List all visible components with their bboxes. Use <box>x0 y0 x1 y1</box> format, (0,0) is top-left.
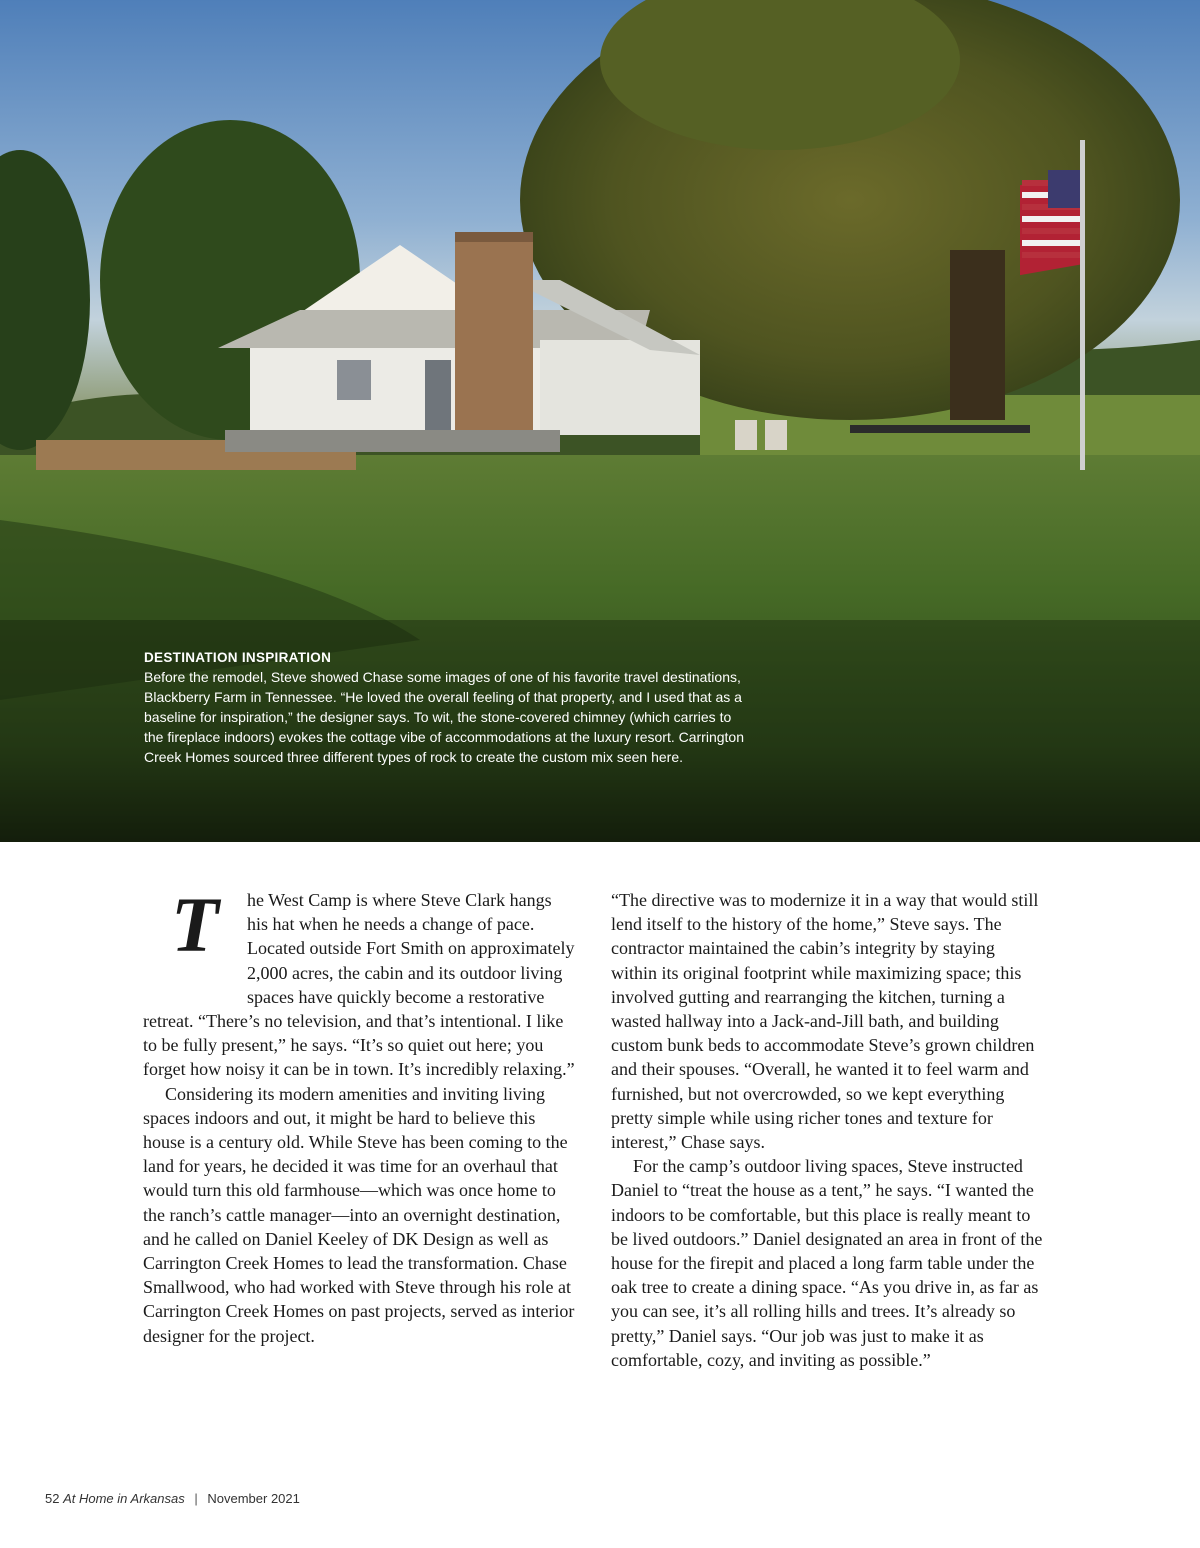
flag-pole <box>1080 140 1085 470</box>
oak-tree-trunk <box>950 250 1005 420</box>
article-paragraph: For the camp’s outdoor living spaces, Steve instructed Daniel to “treat the house as a tent,” he says. “I wanted the indoors to be comfortable, but this place is really meant to be lived outdoors.” Daniel designated an area in front of the house for the firepit and placed a long farm table under the oak tree to create a dining space. “As you drive in, as far as you can see, it’s all rolling hills and trees. It’s already so pretty,” Daniel says. “Our job was just to make it as comfortable, cozy, and inviting as possible.” <box>611 1156 1043 1370</box>
page-footer <box>45 1491 300 1506</box>
drop-cap: T <box>171 881 219 968</box>
issue-date: November 2021 <box>207 1491 300 1506</box>
article-column-right <box>611 888 1043 1372</box>
article-column-left <box>143 881 575 1348</box>
article-paragraph: “The directive was to modernize it in a way that would still lend itself to the history of the home,” Steve says. The contractor maintained the cabin’s integrity by staying within its original footprint while maximizing space; this involved gutting and rearranging the kitchen, turning a wasted hallway into a Jack-and-Jill bath, and building custom bunk beds to accommodate Steve’s grown children and their spouses. “Overall, he wanted it to feel warm and furnished, but not overcrowded, so we kept everything pretty simple while using richer tones and texture for interest,” Chase says. <box>611 890 1039 1153</box>
page-number: 52 <box>45 1491 60 1506</box>
magazine-name: At Home in Arkansas <box>63 1491 185 1506</box>
article-paragraph: he West Camp is where Steve Clark hangs his hat when he needs a change of pace. Located outside Fort Smith on approximately 2,000 acres, the cabin and its outdoor living spaces have quickly become a restorative retreat. “There’s no television, and that’s intentional. I like to be fully present,” he says. “It’s so quiet out here; you forget how noisy it can be in town. It’s incredibly relaxing.” <box>143 890 575 1080</box>
article-paragraph: Considering its modern amenities and inviting living spaces indoors and out, it might be hard to believe this house is a century old. While Steve has been coming to the land for years, he decided it was time for an overhaul that would turn this old farmhouse—which was once home to the ranch’s cattle manager—into an overnight destination, and he called on Daniel Keeley of DK Design as well as Carrington Creek Homes to lead the transformation. Chase Smallwood, who had worked with Steve through his role at Carrington Creek Homes on past projects, served as interior designer for the project. <box>143 1083 575 1346</box>
photo-caption <box>144 650 744 767</box>
caption-title: DESTINATION INSPIRATION <box>144 650 332 665</box>
footer-separator: | <box>194 1491 198 1506</box>
caption-body: Before the remodel, Steve showed Chase some images of one of his favorite travel destinations, Blackberry Farm in Tennessee. “He loved the overall feeling of that property, and I used that as a baseline for inspiration,” the designer says. To wit, the stone-covered chimney (which carries to the fireplace indoors) evokes the cottage vibe of accommodations at the luxury resort. Carrington Creek Homes sourced three different types of rock to create the custom mix seen here. <box>144 669 744 765</box>
stone-chimney <box>455 237 533 437</box>
